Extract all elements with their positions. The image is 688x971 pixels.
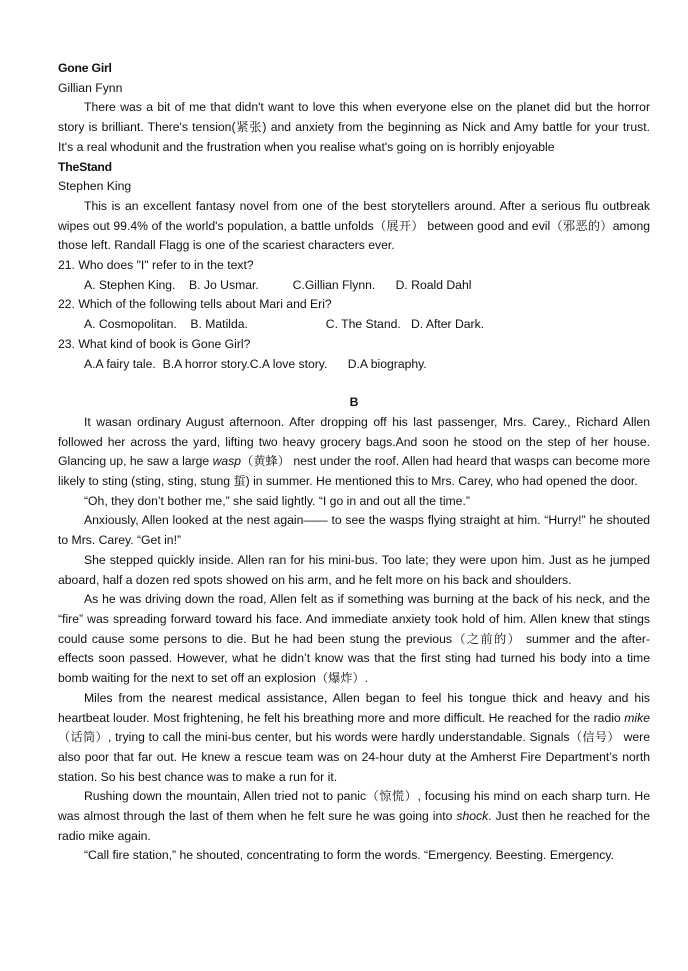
passage-paragraph-5: As he was driving down the road, Allen felt as if something was burning at the back of his neck, and the “fire” was spreading forward toward his face. And immediate anxiety took hold of him. Allen knew that stings could cause some persons to die. But he had been stung the previous（之前的） summer and the after-effects soon passed. However, what he didn’t know was that the first sting had turned his body into a time bomb waiting for the next to set off an explosion（爆炸）.	[58, 592, 650, 686]
passage-emphasis: wasp	[212, 454, 242, 469]
book-author-gone-girl: Gillian Fynn	[58, 80, 123, 95]
passage-paragraph-2: “Oh, they don’t bother me,” she said lightly. “I go in and out all the time.”	[84, 493, 470, 508]
passage-paragraph-6	[58, 689, 650, 788]
passage-text: It wasan ordinary August afternoon. After dropping off his last passenger, Mrs. Carey., Richard Allen followed her across the yard, lifting two heavy grocery bags.And soon he stood on the step of her house. Glancing up, he saw a large	[58, 414, 650, 469]
passage-paragraph-7	[58, 787, 650, 846]
passage-text: Rushing down the mountain, Allen tried not to panic（惊慌）, focusing his mind on each sharp turn. He was almost through the last of them when he felt sure he was going into	[58, 789, 650, 824]
section-heading-b: B	[349, 395, 359, 410]
passage-paragraph-8: “Call fire station,” he shouted, concentrating to form the words. “Emergency. Beesting. Emergency.	[84, 848, 614, 863]
passage-paragraph-1	[58, 413, 650, 492]
question-21: 21. Who does "I" refer to in the text?	[58, 258, 254, 273]
passage-text: Miles from the nearest medical assistance, Allen began to feel his tongue thick and heavy and his heartbeat louder. Most frightening, he felt his breathing more and more difficult. He reached for the radio	[58, 690, 650, 725]
question-21-options: A. Stephen King. B. Jo Usmar. C.Gillian Flynn. D. Roald Dahl	[84, 277, 472, 292]
question-22-options: A. Cosmopolitan. B. Matilda. C. The Stand. D. After Dark.	[84, 317, 485, 332]
question-23-options: A.A fairy tale. B.A horror story.C.A love story. D.A biography.	[84, 356, 427, 371]
document-page	[58, 59, 650, 866]
passage-paragraph-3: Anxiously, Allen looked at the nest again—— to see the wasps flying straight at him. “Hurry!” he shouted to Mrs. Carey. “Get in!”	[58, 513, 650, 548]
question-22: 22. Which of the following tells about Mari and Eri?	[58, 297, 332, 312]
book-title-the-stand: TheStand	[58, 159, 112, 174]
passage-paragraph-4: She stepped quickly inside. Allen ran for his mini-bus. Too late; they were upon him. Just as he jumped aboard, half a dozen red spots showed on his arm, and he felt more on his back and shoulders.	[58, 552, 650, 587]
passage-text: （黄蜂） nest under the roof. Allen had heard that wasps can become more likely to sting (sting, sting, stung 蜇) in summer. He mentioned this to Mrs. Carey, who had opened the door.	[58, 454, 650, 489]
book-title-gone-girl: Gone Girl	[58, 61, 112, 75]
book-review-gone-girl: There was a bit of me that didn't want to love this when everyone else on the planet did but the horror story is brilliant. There's tension(紧张) and anxiety from the beginning as Nick and Amy battle for your trust. It's a real whodunit and the frustration when you realise what's going on is horribly enjoyable	[58, 100, 650, 154]
book-review-the-stand: This is an excellent fantasy novel from one of the best storytellers around. After a serious flu outbreak wipes out 99.4% of the world's population, a battle unfolds（展开） between good and evil（邪恶的）among those left. Randall Flagg is one of the scariest characters ever.	[58, 198, 650, 253]
question-23: 23. What kind of book is Gone Girl?	[58, 336, 251, 351]
book-author-the-stand: Stephen King	[58, 179, 132, 194]
passage-emphasis: mike	[624, 710, 650, 725]
passage-text: （话筒）, trying to call the mini-bus center, but his words were hardly understandable. Signals（信号） were also poor that far out. He knew a rescue team was on 24-hour duty at the Amherst Fire Department’s north station. So his best chance was to make a run for it.	[58, 730, 650, 784]
passage-emphasis: shock	[456, 809, 489, 824]
passage-text: . Just then he reached for the radio mike again.	[58, 809, 650, 843]
